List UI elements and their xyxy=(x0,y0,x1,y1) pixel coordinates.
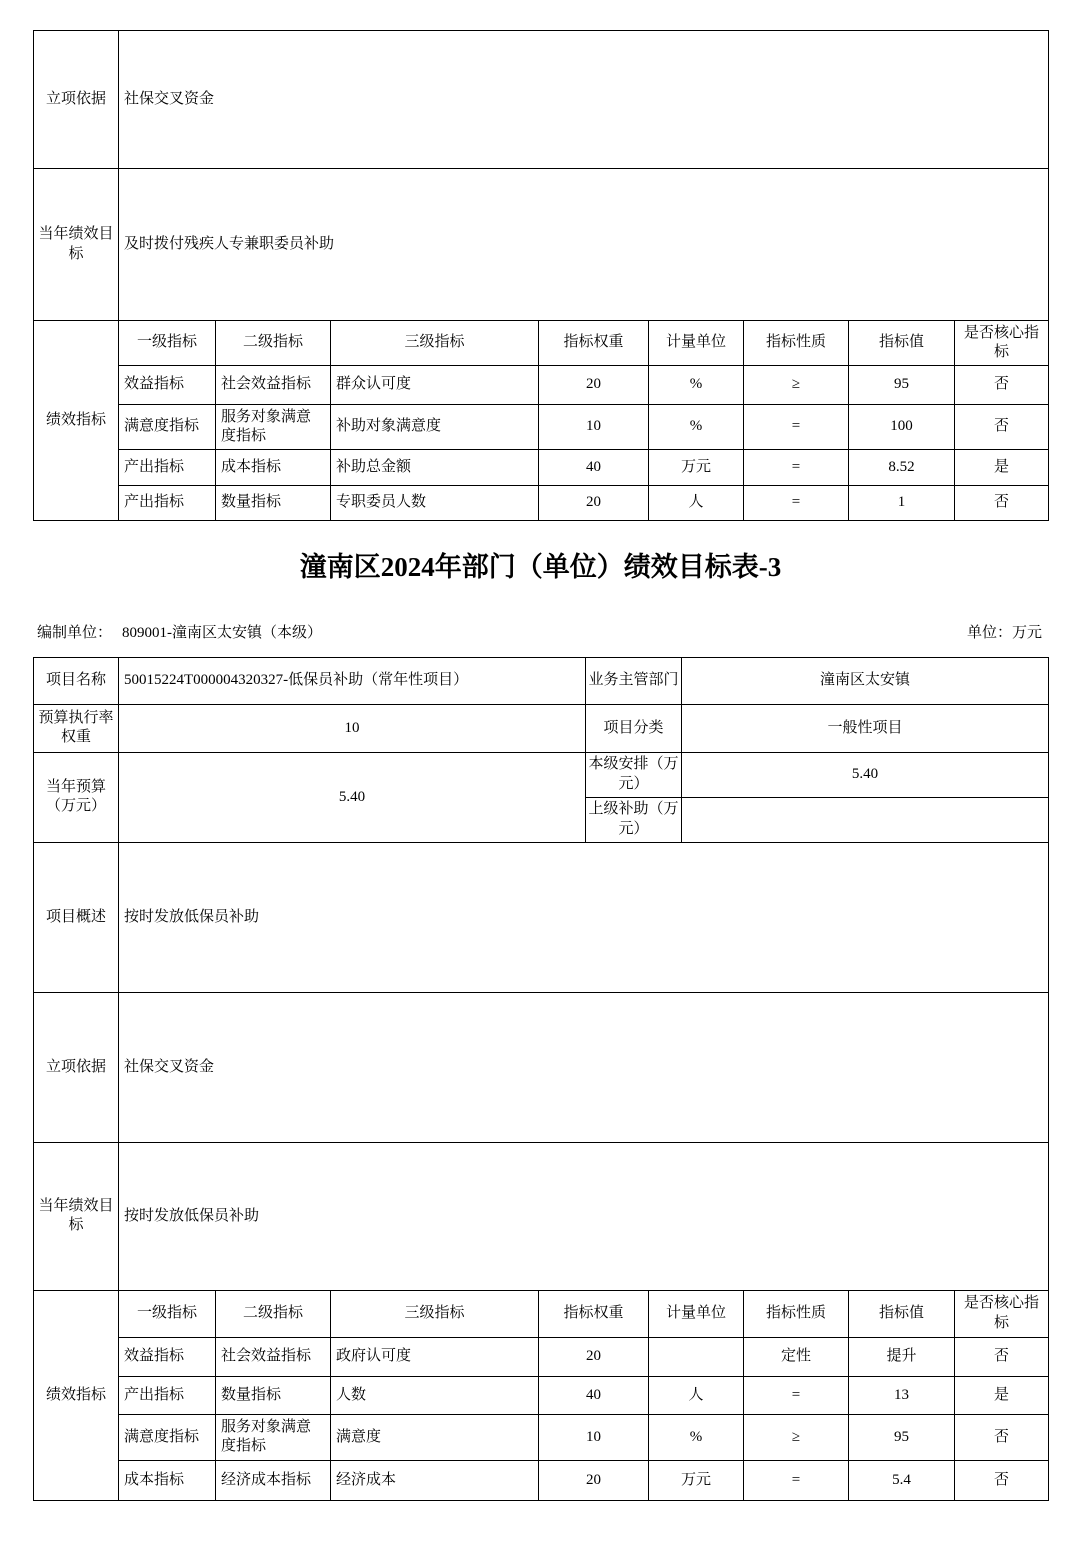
indicator-cell: ≥ xyxy=(744,366,849,405)
table-row xyxy=(34,842,1049,992)
indicator-cell: 产出指标 xyxy=(119,486,216,521)
indicator-cell: % xyxy=(649,366,744,405)
indicator-header-cell: 二级指标 xyxy=(216,1290,331,1337)
indicator-cell: = xyxy=(744,1376,849,1414)
indicator-header-cell: 指标性质 xyxy=(744,321,849,366)
indicator-cell xyxy=(649,1337,744,1376)
indicator-cell: 是 xyxy=(955,450,1049,486)
indicator-header-cell: 计量单位 xyxy=(649,1290,744,1337)
indicator-row xyxy=(34,405,1049,450)
indicator-cell: 13 xyxy=(849,1376,955,1414)
indicator-cell: 人 xyxy=(649,1376,744,1414)
indicator-cell: 满意度 xyxy=(331,1414,539,1460)
indicator-cell: 20 xyxy=(539,1337,649,1376)
indicator-cell: 社会效益指标 xyxy=(216,366,331,405)
indicator-cell: 专职委员人数 xyxy=(331,486,539,521)
project-name-value: 50015224T000004320327-低保员补助（常年性项目） xyxy=(119,657,586,704)
unit-note: 单位：万元 xyxy=(966,624,1042,641)
local-arrangement-value: 5.40 xyxy=(682,752,1049,797)
indicator-cell: % xyxy=(649,405,744,450)
indicator-row xyxy=(34,366,1049,405)
indicator-header-row xyxy=(34,1290,1049,1337)
prepared-by-value: 809001-潼南区太安镇（本级） xyxy=(122,624,323,641)
indicator-cell: 10 xyxy=(539,1414,649,1460)
indicator-cell: % xyxy=(649,1414,744,1460)
indicator-cell: 定性 xyxy=(744,1337,849,1376)
budget-label: 当年预算（万元） xyxy=(34,752,119,842)
indicator-cell: = xyxy=(744,405,849,450)
prev-indicator-table xyxy=(33,320,1049,521)
document-sheet xyxy=(33,30,1048,1501)
indicator-header-cell: 是否核心指标 xyxy=(955,321,1049,366)
indicator-header-cell: 指标值 xyxy=(849,1290,955,1337)
indicator-row xyxy=(34,450,1049,486)
indicator-cell: 否 xyxy=(955,405,1049,450)
indicator-cell: 产出指标 xyxy=(119,450,216,486)
indicator-cell: 人数 xyxy=(331,1376,539,1414)
indicator-cell: 服务对象满意度指标 xyxy=(216,405,331,450)
exec-rate-value: 10 xyxy=(119,704,586,752)
indicator-cell: ≥ xyxy=(744,1414,849,1460)
indicator-header-cell: 指标值 xyxy=(849,321,955,366)
budget-value: 5.40 xyxy=(119,752,586,842)
table-row xyxy=(34,992,1049,1142)
table-row xyxy=(34,31,1049,169)
project-name-label: 项目名称 xyxy=(34,657,119,704)
superior-subsidy-value xyxy=(682,797,1049,842)
overview-value: 按时发放低保员补助 xyxy=(119,842,1049,992)
indicator-cell: 20 xyxy=(539,1460,649,1500)
basis-value: 社保交叉资金 xyxy=(119,992,1049,1142)
local-arrangement-label: 本级安排（万元） xyxy=(586,752,682,797)
indicator-cell: 效益指标 xyxy=(119,366,216,405)
overview-label: 项目概述 xyxy=(34,842,119,992)
indicator-cell: 20 xyxy=(539,366,649,405)
indicator-cell: = xyxy=(744,1460,849,1500)
prepared-by-label: 编制单位： xyxy=(37,624,113,641)
indicator-header-cell: 三级指标 xyxy=(331,321,539,366)
indicator-row xyxy=(34,1376,1049,1414)
indicator-header-cell: 计量单位 xyxy=(649,321,744,366)
indicator-cell: 成本指标 xyxy=(216,450,331,486)
indicator-header-row xyxy=(34,321,1049,366)
indicator-header-cell: 指标性质 xyxy=(744,1290,849,1337)
indicator-header-cell: 是否核心指标 xyxy=(955,1290,1049,1337)
indicator-cell: 万元 xyxy=(649,1460,744,1500)
prev-basis-label: 立项依据 xyxy=(34,31,119,169)
page-title: 潼南区2024年部门（单位）绩效目标表-3 xyxy=(299,552,782,582)
indicator-cell: = xyxy=(744,450,849,486)
indicator-cell: 成本指标 xyxy=(119,1460,216,1500)
indicator-cell: 5.4 xyxy=(849,1460,955,1500)
indicator-header-cell: 二级指标 xyxy=(216,321,331,366)
indicator-header-cell: 指标权重 xyxy=(539,1290,649,1337)
dept-value: 潼南区太安镇 xyxy=(682,657,1049,704)
indicator-cell: 40 xyxy=(539,1376,649,1414)
prev-goal-label: 当年绩效目标 xyxy=(34,169,119,321)
indicator-cell: 提升 xyxy=(849,1337,955,1376)
table-row xyxy=(34,1142,1049,1290)
table-row xyxy=(34,752,1049,797)
indicator-cell: 政府认可度 xyxy=(331,1337,539,1376)
superior-subsidy-label: 上级补助（万元） xyxy=(586,797,682,842)
indicator-cell: 否 xyxy=(955,1414,1049,1460)
main-indicators-label: 绩效指标 xyxy=(34,1290,119,1500)
goal-label: 当年绩效目标 xyxy=(34,1142,119,1290)
indicator-cell: 8.52 xyxy=(849,450,955,486)
table-row xyxy=(34,169,1049,321)
indicator-cell: 补助总金额 xyxy=(331,450,539,486)
category-label: 项目分类 xyxy=(586,704,682,752)
table-row xyxy=(34,657,1049,704)
indicator-cell: 20 xyxy=(539,486,649,521)
prev-goal-value: 及时拨付残疾人专兼职委员补助 xyxy=(119,169,1049,321)
indicator-cell: 服务对象满意度指标 xyxy=(216,1414,331,1460)
goal-value: 按时发放低保员补助 xyxy=(119,1142,1049,1290)
indicator-cell: 人 xyxy=(649,486,744,521)
basis-label: 立项依据 xyxy=(34,992,119,1142)
dept-label: 业务主管部门 xyxy=(586,657,682,704)
indicator-cell: 数量指标 xyxy=(216,486,331,521)
indicator-row xyxy=(34,1460,1049,1500)
indicator-cell: 效益指标 xyxy=(119,1337,216,1376)
exec-rate-label: 预算执行率权重 xyxy=(34,704,119,752)
indicator-cell: 满意度指标 xyxy=(119,1414,216,1460)
indicator-cell: 社会效益指标 xyxy=(216,1337,331,1376)
indicator-cell: 否 xyxy=(955,486,1049,521)
indicator-cell: 否 xyxy=(955,1460,1049,1500)
indicator-row xyxy=(34,1337,1049,1376)
prepared-by xyxy=(37,621,322,642)
prev-basis-value: 社保交叉资金 xyxy=(119,31,1049,169)
indicator-row xyxy=(34,486,1049,521)
indicator-cell: 95 xyxy=(849,1414,955,1460)
indicator-cell: 群众认可度 xyxy=(331,366,539,405)
prev-indicators-label: 绩效指标 xyxy=(34,321,119,521)
category-value: 一般性项目 xyxy=(682,704,1049,752)
indicator-header-cell: 一级指标 xyxy=(119,321,216,366)
indicator-cell: 万元 xyxy=(649,450,744,486)
indicator-cell: 产出指标 xyxy=(119,1376,216,1414)
main-project-table xyxy=(33,657,1049,1291)
indicator-cell: 是 xyxy=(955,1376,1049,1414)
indicator-cell: 10 xyxy=(539,405,649,450)
indicator-header-cell: 指标权重 xyxy=(539,321,649,366)
meta-line xyxy=(33,621,1048,642)
main-indicator-table xyxy=(33,1290,1049,1501)
indicator-cell: 95 xyxy=(849,366,955,405)
indicator-cell: 补助对象满意度 xyxy=(331,405,539,450)
indicator-cell: 否 xyxy=(955,366,1049,405)
indicator-cell: 1 xyxy=(849,486,955,521)
indicator-header-cell: 一级指标 xyxy=(119,1290,216,1337)
indicator-header-cell: 三级指标 xyxy=(331,1290,539,1337)
indicator-row xyxy=(34,1414,1049,1460)
indicator-cell: = xyxy=(744,486,849,521)
indicator-cell: 经济成本指标 xyxy=(216,1460,331,1500)
indicator-cell: 否 xyxy=(955,1337,1049,1376)
indicator-cell: 40 xyxy=(539,450,649,486)
page xyxy=(0,30,1074,1550)
indicator-cell: 满意度指标 xyxy=(119,405,216,450)
indicator-cell: 100 xyxy=(849,405,955,450)
indicator-cell: 数量指标 xyxy=(216,1376,331,1414)
indicator-cell: 经济成本 xyxy=(331,1460,539,1500)
table-row xyxy=(34,704,1049,752)
prev-project-table xyxy=(33,30,1049,321)
